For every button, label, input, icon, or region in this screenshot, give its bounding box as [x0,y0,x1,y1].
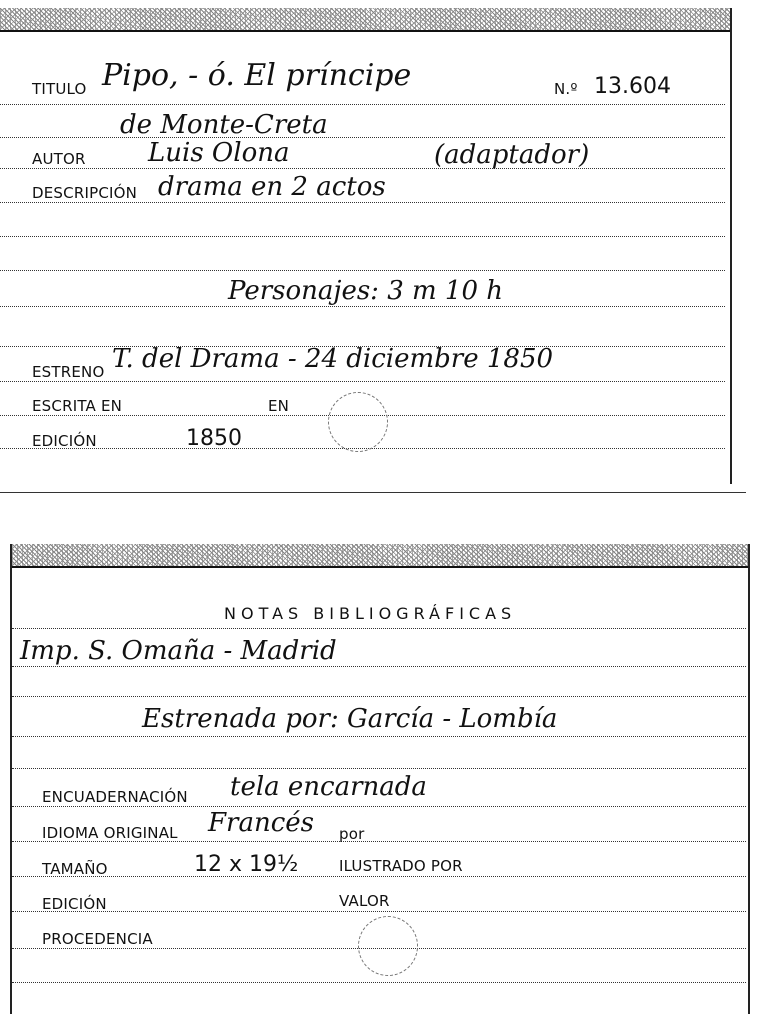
note-line1: Imp. S. Omaña - Madrid [20,636,337,666]
ruled-line [12,876,746,877]
ruled-line [12,628,746,629]
ruled-line [12,768,746,769]
valor-label: VALOR [339,892,390,910]
ruled-line [12,982,746,983]
numero-value: 13.604 [594,74,671,99]
note-line2: Estrenada por: García - Lombía [142,704,558,734]
encuadernacion-value: tela encarnada [230,772,427,802]
autor-value: Luis Olona [148,138,290,168]
edicion-label: EDICIÓN [32,432,97,450]
titulo-label: TITULO [32,80,87,98]
encuadernacion-label: ENCUADERNACIÓN [42,788,188,806]
tamano-label: TAMAÑO [42,860,108,878]
catalog-card-back [10,544,750,1014]
ruled-line [0,168,725,169]
idioma-label: IDIOMA ORIGINAL [42,824,178,842]
ruled-line [12,696,746,697]
personajes-note: Personajes: 3 m 10 h [228,276,504,306]
ruled-line [0,236,725,237]
punch-hole [358,916,418,976]
procedencia-label: PROCEDENCIA [42,930,153,948]
titulo-value-line2: de Monte-Creta [120,110,328,140]
punch-hole [328,392,388,452]
ruled-line [0,270,725,271]
ruled-line [12,736,746,737]
card-edge-texture [0,8,730,30]
card-edge-rule [12,566,748,568]
ruled-line [0,104,725,105]
ruled-line [0,306,725,307]
descripcion-value: drama en 2 actos [158,172,386,202]
autor-label: AUTOR [32,150,86,168]
card-separator [0,492,746,493]
edicion-label: EDICIÓN [42,895,107,913]
card-edge-rule [0,30,730,32]
tamano-value: 12 x 19½ [194,852,299,877]
idioma-value: Francés [208,808,315,838]
catalog-card-front [0,8,732,484]
ruled-line [0,137,725,138]
estreno-value: T. del Drama - 24 diciembre 1850 [112,344,554,374]
ruled-line [12,911,746,912]
ilustrado-label: ILUSTRADO POR [339,857,463,875]
ruled-line [12,666,746,667]
autor-role: (adaptador) [434,140,590,170]
titulo-value-line1: Pipo, - ó. El príncipe [102,58,412,93]
escrita-en-label: ESCRITA EN [32,397,123,415]
edicion-value: 1850 [186,426,242,451]
por-label: por [339,825,365,843]
descripcion-label: DESCRIPCIÓN [32,184,138,202]
estreno-label: ESTRENO [32,363,105,381]
ruled-line [0,202,725,203]
en-label: EN [268,397,290,415]
numero-label: N.º [554,80,578,98]
card-edge-texture [12,544,748,566]
ruled-line [12,806,746,807]
notas-heading: NOTAS BIBLIOGRÁFICAS [224,604,517,623]
ruled-line [0,381,725,382]
